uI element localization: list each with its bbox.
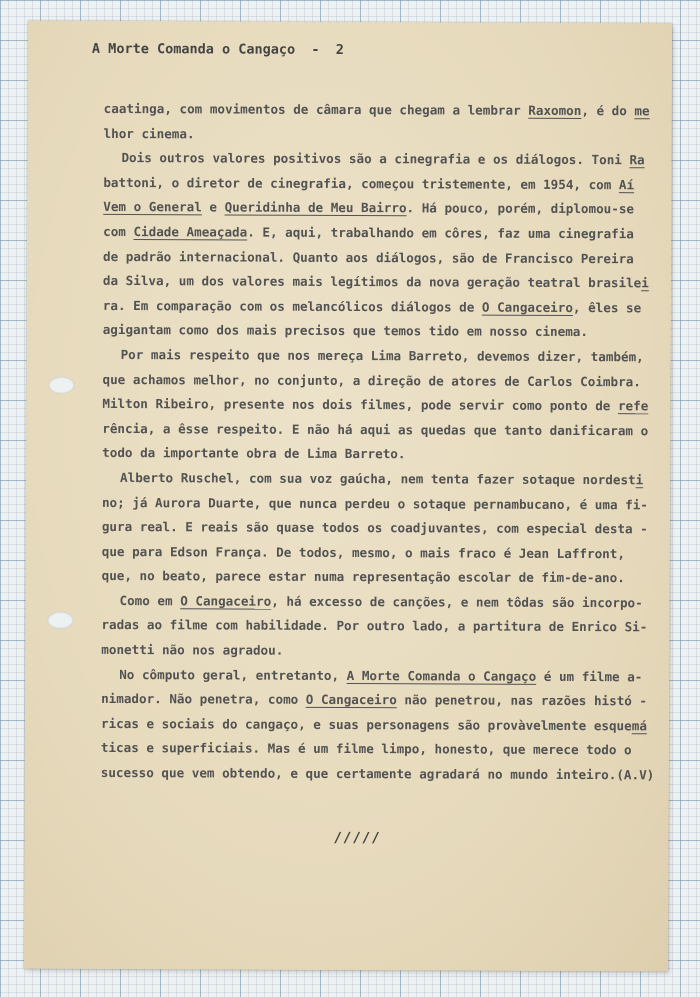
paragraph (103, 146, 664, 345)
text-line (104, 122, 664, 149)
text-segment: monetti não nos agradou. (101, 641, 284, 658)
text-segment: no; já Aurora Duarte, que nunca perdeu o sotaque pernambucano, é uma fi- (101, 494, 648, 512)
article-body (101, 97, 664, 788)
underlined-title: A Morte Comanda o Cangaço (346, 667, 537, 684)
underlined-title: Aí (618, 176, 635, 193)
underlined-title: Cidade Ameaçada (133, 224, 248, 240)
text-segment: é um filme a- (536, 668, 643, 684)
text-segment: gura real. E reais são quase todos os coadjuvantes, com especial desta - (101, 519, 648, 537)
text-line (103, 195, 663, 222)
text-segment: ricas e sociais do cangaço, e suas personagens são provàvelmente esque (100, 715, 632, 734)
text-line (102, 441, 662, 468)
typewritten-page (24, 21, 672, 972)
paragraph (101, 589, 661, 665)
text-segment: lhor cinema. (103, 125, 195, 141)
text-line (104, 97, 664, 124)
text-segment: battoni, o diretor de cinegrafia, começou tristemente, em 1954, com (103, 174, 619, 192)
underlined-title: Vem o General (103, 199, 202, 215)
text-segment: da Silva, um dos valores mais legítimos da nova geração teatral brasile (102, 273, 642, 291)
punch-hole (47, 612, 73, 629)
text-line (103, 269, 663, 296)
text-segment: . E, aqui, trabalhando em côres, faz uma cinegrafia (247, 224, 634, 242)
paragraph (101, 663, 662, 788)
text-segment: Alberto Ruschel, com sua voz gaúcha, nem tenta fazer sotaque nordest (120, 469, 636, 488)
text-line (103, 146, 663, 173)
text-line (102, 466, 662, 493)
text-line (103, 244, 663, 271)
text-line (102, 392, 662, 419)
text-line (103, 294, 663, 321)
text-segment: ticas e superficiais. Mas é um filme limpo, honesto, que merece todo o (100, 740, 632, 758)
text-line (101, 761, 661, 788)
text-segment: No cômputo geral, entretanto, (119, 666, 347, 683)
text-segment: ra. Em comparação com os melancólicos diálogos de (102, 297, 482, 315)
text-line (101, 712, 661, 739)
text-line (102, 540, 662, 567)
text-line (102, 515, 662, 542)
paragraph (102, 343, 663, 468)
text-segment: caatinga, com movimentos de câmara que chegam a lembrar (103, 100, 529, 118)
underlined-title: i (641, 275, 649, 291)
text-line (102, 564, 662, 591)
text-segment: , há excesso de canções, e nem tôdas são incorpo- (271, 593, 643, 611)
text-segment: rência, a êsse respeito. E não há aqui as quedas que tanto danificaram o (102, 420, 649, 439)
text-segment: radas ao filme com habilidade. Por outro lado, a partitura de Enrico Si- (101, 617, 648, 635)
text-segment: que achamos melhor, no conjunto, a direção de atores de Carlos Coimbra. (102, 371, 641, 389)
text-line (102, 417, 662, 444)
text-segment: não penetrou, nas razões histó - (396, 692, 648, 709)
text-segment: Como em (119, 592, 181, 609)
page-header: A Morte Comanda o Cangaço - 2 (91, 40, 344, 58)
underlined-title: O Cangaceiro (180, 593, 272, 609)
text-segment: e (201, 199, 225, 215)
underlined-title: Raxomon (528, 102, 582, 119)
underlined-title: refe (617, 398, 649, 414)
paragraph (104, 97, 664, 149)
text-segment: Dois outros valores positivos são a cinegrafia e os diálogos. Toni (121, 150, 630, 168)
text-line (103, 318, 663, 345)
text-line (101, 613, 661, 640)
text-segment: agigantam como dos mais precisos que temos tido em nosso cinema. (102, 322, 589, 340)
text-segment: com (103, 223, 134, 240)
text-segment: que, no beato, parece estar numa representação escolar de fim-de-ano. (101, 568, 625, 586)
underlined-title: O Cangaceiro (481, 299, 573, 315)
paragraph (102, 466, 663, 591)
underlined-title: i (635, 472, 644, 488)
text-line (103, 171, 663, 198)
underlined-title: Ra (629, 152, 645, 168)
text-line (102, 367, 662, 394)
text-segment: Milton Ribeiro, presente nos dois filmes, pode servir como ponto de (102, 396, 619, 414)
text-line (101, 663, 661, 690)
underlined-title: me (634, 103, 650, 119)
underlined-title: O Cangaceiro (305, 692, 397, 708)
underlined-title: má (631, 718, 647, 734)
text-segment: que para Edson França. De todos, mesmo, o mais fraco é Jean Laffront, (101, 543, 625, 561)
text-line (101, 638, 661, 665)
text-segment: , êles se (572, 299, 642, 316)
text-line (101, 687, 661, 714)
text-segment: sucesso que vem obtendo, e que certamente agradará no mundo inteiro.(A.V) (100, 764, 655, 783)
text-segment: todo da importante obra de Lima Barreto. (102, 445, 406, 462)
text-segment: . Há pouco, porém, diplomou-se (406, 200, 635, 217)
text-segment: nimador. Não penetra, como (101, 691, 306, 708)
text-segment: , é do (581, 103, 635, 119)
text-line (101, 589, 661, 616)
text-segment: Por mais respeito que nos mereça Lima Barreto, devemos dizer, também, (120, 346, 644, 365)
text-line (101, 736, 661, 763)
underlined-title: Queridinha de Meu Bairro (224, 199, 407, 216)
text-segment: de padrão internacional. Quanto aos diálogos, são de Francisco Pereira (103, 248, 634, 266)
text-line (103, 343, 663, 370)
punch-hole (48, 377, 74, 394)
end-mark: ///// (333, 829, 381, 847)
text-line (102, 490, 662, 517)
text-line (103, 220, 663, 247)
